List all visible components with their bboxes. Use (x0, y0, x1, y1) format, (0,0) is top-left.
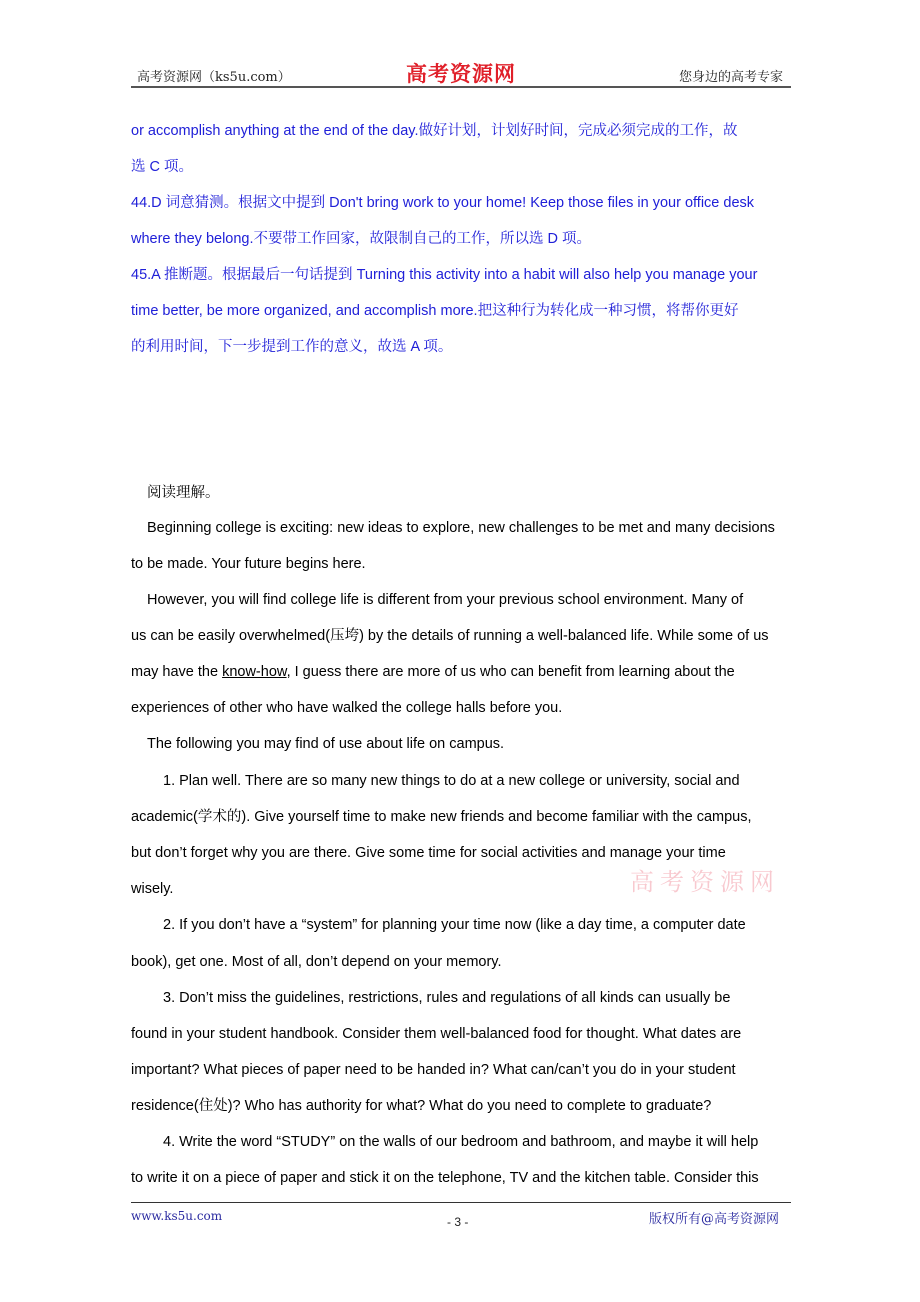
footer-url-link[interactable]: www.ks5u.com (131, 1209, 223, 1223)
paragraph-line: to be made. Your future begins here. (131, 556, 366, 572)
header-slogan: 您身边的高考专家 (678, 70, 783, 85)
list-item-line: but don’t forget why you are there. Give some time for social activities and manage your time (131, 845, 726, 861)
paragraph-line: Beginning college is exciting: new ideas to explore, new challenges to be met and many decisions (147, 520, 775, 536)
paragraph-line: However, you will find college life is different from your previous school environment. Many of (147, 592, 744, 608)
list-item-line: 1. Plan well. There are so many new things to do at a new college or university, social and (163, 773, 740, 789)
list-item-line: to write it on a piece of paper and stick it on the telephone, TV and the kitchen table. Consider this (131, 1170, 759, 1186)
list-item-line: 4. Write the word “STUDY” on the walls of our bedroom and bathroom, and maybe it will help (163, 1134, 759, 1150)
list-item-line: found in your student handbook. Consider them well-balanced food for thought. What dates are (131, 1026, 742, 1042)
list-item-line: 3. Don’t miss the guidelines, restrictions, rules and regulations of all kinds can usually be (163, 990, 731, 1006)
page-number: - 3 - (447, 1215, 469, 1229)
list-item-line: wisely. (131, 881, 174, 897)
answer-44-line: 44.D 词意猜测。根据文中提到 Don't bring work to your home! Keep those files in your office desk (131, 195, 755, 211)
answer-44-line: where they belong.不要带工作回家，故限制自己的工作，所以选 D 项。 (131, 231, 592, 247)
list-item-line: important? What pieces of paper need to be handed in? What can/can’t you do in your student (131, 1062, 736, 1078)
header-divider (131, 86, 791, 88)
paragraph-line: experiences of other who have walked the college halls before you. (131, 700, 563, 716)
header-logo: 高考资源网 (406, 61, 516, 86)
underlined-word: know-how (222, 664, 287, 680)
answer-line: 选 C 项。 (131, 159, 194, 175)
watermark: 高考资源网 (630, 868, 780, 896)
list-item-line: book), get one. Most of all, don’t depend on your memory. (131, 954, 502, 970)
footer-copyright: 版权所有@高考资源网 (649, 1212, 780, 1227)
answer-line: or accomplish anything at the end of the day.做好计划，计划好时间，完成必须完成的工作，故 (131, 123, 738, 139)
paragraph-line (131, 663, 735, 681)
section-heading: 阅读理解。 (147, 485, 220, 501)
answer-45-line: 的利用时间，下一步提到工作的意义，故选 A 项。 (131, 339, 453, 355)
list-item-line: residence(住处)? Who has authority for what? What do you need to complete to graduate? (131, 1098, 712, 1114)
answer-45-line: 45.A 推断题。根据最后一句话提到 Turning this activity into a habit will also help you manage your (131, 267, 758, 283)
page-header (131, 58, 791, 88)
text: , I guess there are more of us who can benefit from learning about the (286, 664, 735, 680)
list-item-line: 2. If you don’t have a “system” for planning your time now (like a day time, a computer date (163, 917, 746, 933)
paragraph-line: us can be easily overwhelmed(压垮) by the details of running a well-balanced life. While some of us (131, 628, 769, 644)
footer-divider (131, 1202, 791, 1203)
header-site-name: 高考资源网（ks5u.com） (137, 70, 291, 85)
answer-45-line: time better, be more organized, and accomplish more.把这种行为转化成一种习惯，将帮你更好 (131, 303, 739, 319)
text: may have the (131, 664, 223, 680)
list-item-line: academic(学术的). Give yourself time to make new friends and become familiar with the campus, (131, 809, 752, 825)
paragraph-line: The following you may find of use about life on campus. (147, 736, 505, 752)
